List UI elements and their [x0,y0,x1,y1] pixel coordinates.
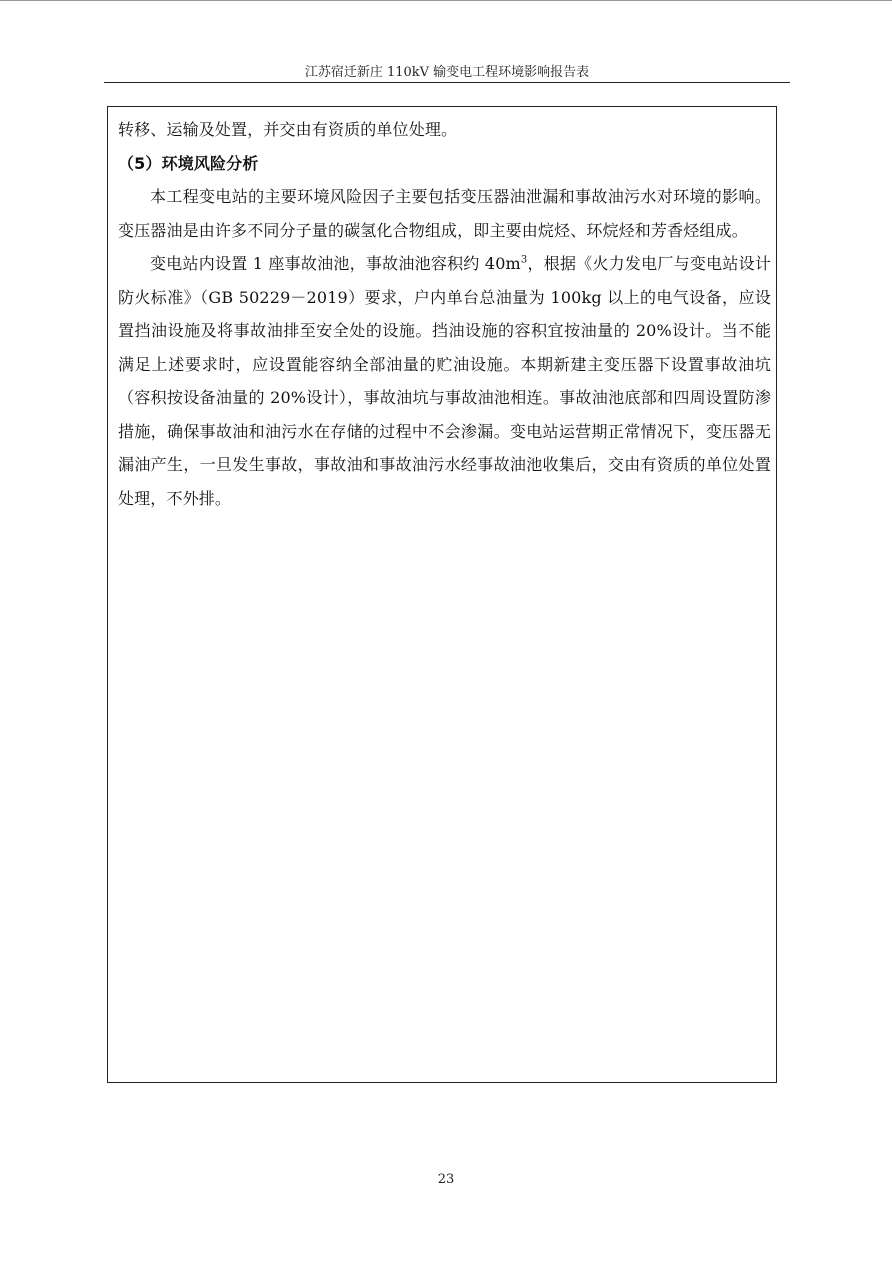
paragraph-oil-pool [118,247,771,515]
paragraph-risk-factors: 本工程变电站的主要环境风险因子主要包括变压器油泄漏和事故油污水对环境的影响。变压器油是由许多不同分子量的碳氢化合物组成，即主要由烷烃、环烷烃和芳香烃组成。 [118,187,771,240]
page-number: 23 [437,1172,455,1187]
body-text [118,113,771,515]
header-rule [104,82,790,83]
continuation-line: 转移、运输及处置，并交由有资质的单位处理。 [118,120,458,139]
top-edge-rule [0,0,892,1]
paragraph-oil-pool-rest: ，根据《火力发电厂与变电站设计防火标准》（GB 50229－2019）要求，户内单台总油量为 100kg 以上的电气设备，应设置挡油设施及将事故油排至安全处的设施。挡油设施的容积宜按油量的 20%设计。当不能满足上述要求时，应设置能容纳全部油量的贮油设施。本期新建主变压器下设置事故油坑（容积按设备油量的 20%设计），事故油坑与事故油池相连。事故油池底部和四周设置防渗措施，确保事故油和油污水在存储的过程中不会渗漏。变电站运营期正常情况下，变压器无漏油产生，一旦发生事故，事故油和事故油污水经事故油池收集后，交由有资质的单位处置处理，不外排。 [118,254,771,508]
running-header: 江苏宿迁新庄 110kV 输变电工程环境影响报告表 [304,65,590,80]
section-heading: （5）环境风险分析 [118,153,259,173]
superscript-cubed: 3 [520,254,528,266]
report-table-cell [107,106,777,1083]
paragraph-oil-pool-start: 变电站内设置 1 座事故油池，事故油池容积约 40m [150,254,521,273]
